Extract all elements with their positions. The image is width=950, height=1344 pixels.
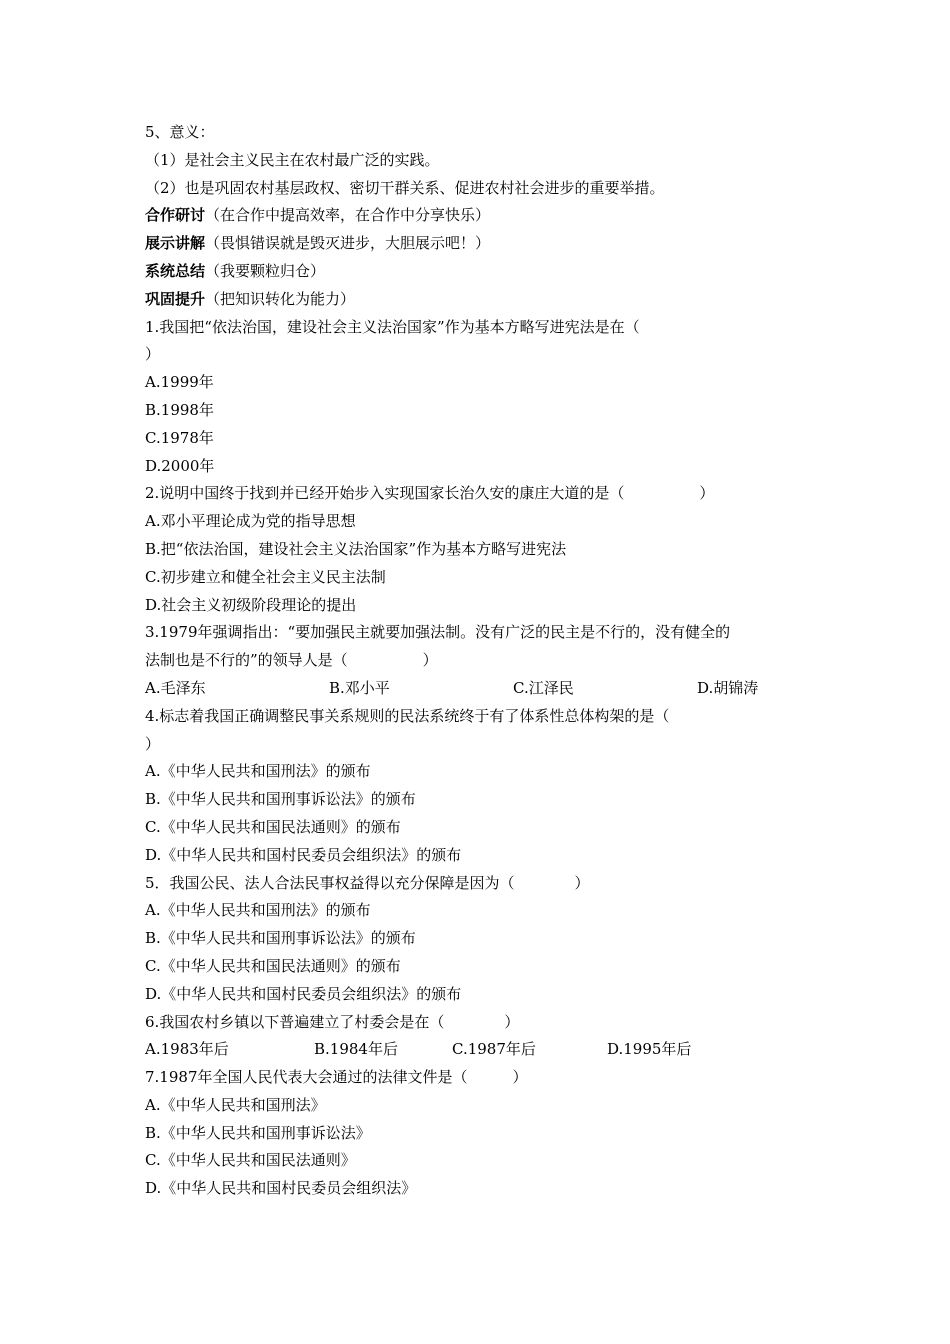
q3-option-c: C.江泽民 <box>513 678 574 697</box>
q4-option-b: B.《中华人民共和国刑事诉讼法》的颁布 <box>145 790 416 809</box>
section-summary <box>145 258 815 286</box>
q6-option-a: A.1983年后 <box>145 1040 229 1059</box>
section-label: 系统总结 <box>145 261 206 280</box>
q6-option-c: C.1987年后 <box>452 1040 536 1059</box>
q7-option-d: D.《中华人民共和国村民委员会组织法》 <box>145 1179 417 1198</box>
q5-option-b: B.《中华人民共和国刑事诉讼法》的颁布 <box>145 929 416 948</box>
q5-option-c: C.《中华人民共和国民法通则》的颁布 <box>145 956 401 975</box>
meaning-item-2: （2）也是巩固农村基层政权、密切干群关系、促进农村社会进步的重要举措。 <box>145 178 665 197</box>
q7-option-b: B.《中华人民共和国刑事诉讼法》 <box>145 1123 371 1142</box>
q6-option-d: D.1995年后 <box>607 1040 692 1059</box>
section-presentation <box>145 230 815 258</box>
q4-stem-line-2: ） <box>145 734 161 753</box>
q3-option-d: D.胡锦涛 <box>697 678 759 697</box>
q3-stem-line-1: 3.1979年强调指出：“要加强民主就要加强法制。没有广泛的民主是不行的，没有健全的 <box>145 623 731 642</box>
q7-option-a: A.《中华人民共和国刑法》 <box>145 1095 326 1114</box>
section-label: 展示讲解 <box>145 234 206 253</box>
meaning-item-1: （1）是社会主义民主在农村最广泛的实践。 <box>145 150 440 169</box>
section-note: （畏惧错误就是毁灭进步，大胆展示吧！） <box>205 234 491 253</box>
q4-option-d: D.《中华人民共和国村民委员会组织法》的颁布 <box>145 845 462 864</box>
q1-option-a: A.1999年 <box>145 373 214 392</box>
section-note: （我要颗粒归仓） <box>205 261 326 280</box>
q1-option-b: B.1998年 <box>145 400 214 419</box>
q2-option-b: B.把“依法治国，建设社会主义法治国家”作为基本方略写进宪法 <box>145 539 567 558</box>
section-note: （把知识转化为能力） <box>205 289 356 308</box>
q2-option-d: D.社会主义初级阶段理论的提出 <box>145 595 357 614</box>
q5-option-d: D.《中华人民共和国村民委员会组织法》的颁布 <box>145 984 462 1003</box>
q2-option-c: C.初步建立和健全社会主义民主法制 <box>145 567 386 586</box>
section-note: （在合作中提高效率，在合作中分享快乐） <box>205 206 491 225</box>
q6-options-row <box>145 1036 815 1064</box>
q1-option-d: D.2000年 <box>145 456 215 475</box>
q6-stem: 6.我国农村乡镇以下普遍建立了村委会是在（ ） <box>145 1012 520 1031</box>
q2-option-a: A.邓小平理论成为党的指导思想 <box>145 512 356 531</box>
q3-option-b: B.邓小平 <box>329 678 390 697</box>
section-consolidation <box>145 286 815 314</box>
q3-option-a: A.毛泽东 <box>145 678 206 697</box>
q7-stem: 7.1987年全国人民代表大会通过的法律文件是（ ） <box>145 1068 528 1087</box>
q4-stem-line-1: 4.标志着我国正确调整民事关系规则的民法系统终于有了体系性总体构架的是（ <box>145 706 670 725</box>
q6-option-b: B.1984年后 <box>314 1040 398 1059</box>
document-body <box>145 119 815 1203</box>
section-label: 巩固提升 <box>145 289 206 308</box>
q1-stem-line-2: ） <box>145 345 161 364</box>
q1-option-c: C.1978年 <box>145 428 214 447</box>
q1-stem-line-1: 1.我国把“依法治国，建设社会主义法治国家”作为基本方略写进宪法是在（ <box>145 317 640 336</box>
q5-stem: 5．我国公民、法人合法民事权益得以充分保障是因为（ ） <box>145 873 590 892</box>
q3-stem-line-2: 法制也是不行的”的领导人是（ ） <box>145 651 438 670</box>
q7-option-c: C.《中华人民共和国民法通则》 <box>145 1151 356 1170</box>
section-label: 合作研讨 <box>145 206 206 225</box>
q4-option-a: A.《中华人民共和国刑法》的颁布 <box>145 762 371 781</box>
q3-options-row <box>145 675 815 703</box>
q2-stem: 2.说明中国终于找到并已经开始步入实现国家长治久安的康庄大道的是（ ） <box>145 484 715 503</box>
section-cooperation <box>145 202 815 230</box>
q5-option-a: A.《中华人民共和国刑法》的颁布 <box>145 901 371 920</box>
meaning-title: 5、意义： <box>145 123 215 141</box>
q4-option-c: C.《中华人民共和国民法通则》的颁布 <box>145 817 401 836</box>
